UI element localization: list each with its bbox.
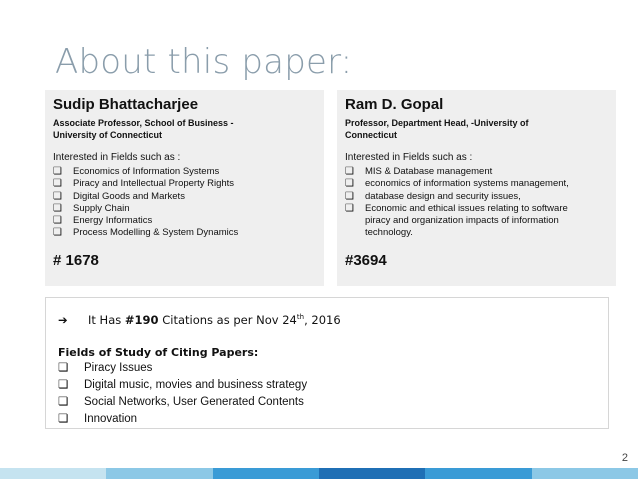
author-name: Sudip Bhattacharjee: [53, 96, 199, 113]
author-number: # 1678: [53, 252, 99, 269]
checkbox-icon: ❏: [53, 202, 62, 214]
fields-list: [58, 360, 307, 428]
list-item: ❏ Digital music, movies and business strategy: [58, 377, 307, 394]
list-item: ❏ Social Networks, User Generated Contents: [58, 394, 307, 411]
list-item: ❏ Digital Goods and Markets: [53, 190, 185, 202]
checkbox-icon: ❏: [53, 190, 62, 202]
bar-segment: [425, 468, 531, 479]
checkbox-icon: ❏: [53, 215, 62, 227]
checkbox-icon: ❏: [58, 362, 69, 374]
list-item: ❏ economics of information systems management,: [345, 178, 569, 190]
bar-segment: [213, 468, 319, 479]
author-card-ram: [337, 90, 616, 286]
decorative-color-bar: [0, 468, 638, 479]
list-item: ❏ Economic and ethical issues relating to software piracy and organization impacts of information technology.: [345, 202, 568, 239]
checkbox-icon: ❏: [345, 190, 354, 202]
list-item: ❏ Supply Chain: [53, 202, 130, 214]
interests-list: [345, 166, 605, 240]
list-item: ❏ Piracy and Intellectual Property Rights: [53, 178, 235, 190]
interests-list: [53, 166, 313, 240]
checkbox-icon: ❏: [345, 202, 354, 214]
checkbox-icon: ❏: [345, 166, 354, 177]
checkbox-icon: ❏: [53, 227, 62, 239]
slide-title: About this paper:: [55, 42, 353, 82]
citation-count-line: ➔ It Has #190 Citations as per Nov 24th, 2016: [58, 313, 341, 327]
list-item: ❏ Economics of Information Systems: [53, 166, 220, 177]
page-number: 2: [621, 452, 628, 464]
interests-heading: Interested in Fields such as :: [53, 152, 181, 163]
list-item: ❏ Innovation: [58, 411, 307, 428]
checkbox-icon: ❏: [58, 379, 69, 391]
checkbox-icon: ❏: [345, 178, 354, 190]
checkbox-icon: ❏: [58, 396, 69, 408]
list-item: ❏ Piracy Issues: [58, 360, 307, 377]
checkbox-icon: ❏: [53, 178, 62, 190]
author-role: Associate Professor, School of Business - University of Connecticut: [53, 118, 234, 140]
interests-heading: Interested in Fields such as :: [345, 152, 473, 163]
bar-segment: [106, 468, 212, 479]
list-item: ❏ MIS & Database management: [345, 166, 493, 177]
list-item: ❏ Process Modelling & System Dynamics: [53, 227, 239, 239]
arrow-icon: ➔: [58, 313, 68, 327]
author-name: Ram D. Gopal: [345, 96, 444, 113]
list-item: ❏ database design and security issues,: [345, 190, 521, 202]
author-number: #3694: [345, 252, 387, 269]
author-role: Professor, Department Head, -University of Connecticut: [345, 118, 529, 140]
checkbox-icon: ❏: [58, 413, 69, 425]
citations-box: [45, 297, 609, 429]
fields-heading: Fields of Study of Citing Papers:: [58, 346, 259, 359]
list-item: ❏ Energy Informatics: [53, 215, 153, 227]
citation-count: #190: [124, 313, 159, 327]
bar-segment: [0, 468, 106, 479]
checkbox-icon: ❏: [53, 166, 62, 177]
bar-segment: [532, 468, 638, 479]
bar-segment: [319, 468, 425, 479]
author-card-sudip: [45, 90, 324, 286]
